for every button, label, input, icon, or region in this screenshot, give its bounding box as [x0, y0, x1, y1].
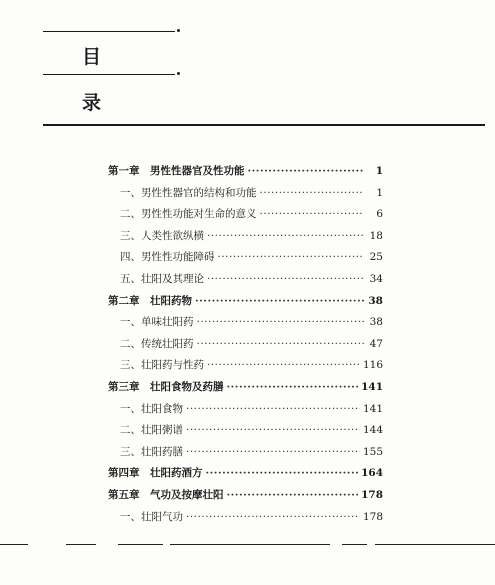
toc-entry-title: 二、壮阳粥谱 — [120, 424, 183, 437]
dot-leader — [197, 317, 365, 328]
toc-chapter-entry — [108, 155, 383, 177]
toc-entry-title: 第五章 气功及按摩壮阳 — [108, 489, 224, 501]
dot-leader — [186, 512, 360, 523]
dot-leader — [207, 231, 364, 242]
toc-entry-page: 38 — [368, 294, 383, 307]
toc-entry-page: 25 — [369, 251, 383, 264]
toc-chapter-entry — [108, 457, 383, 479]
toc-entry-page: 178 — [362, 510, 383, 523]
dot-leader — [248, 166, 365, 177]
middle-rule — [43, 74, 175, 75]
toc-section-entry — [108, 306, 383, 328]
dot-leader — [207, 360, 360, 371]
bottom-rule-segment — [118, 544, 163, 545]
toc-entry-page: 47 — [369, 337, 383, 350]
toc-chapter-entry — [108, 479, 383, 501]
dot-leader — [218, 252, 365, 263]
toc-chapter-entry — [108, 371, 383, 393]
toc-entry-title: 第一章 男性性器官及性功能 — [108, 165, 245, 178]
dot-leader — [197, 339, 365, 350]
toc-section-entry — [108, 393, 383, 415]
heading-lu: 录 — [82, 92, 102, 114]
toc-section-entry — [108, 501, 383, 523]
toc-entry-title: 五、壮阳及其理论 — [120, 273, 204, 286]
toc-entry-title: 一、壮阳食物 — [120, 402, 183, 415]
dot-leader — [186, 447, 360, 458]
heading-mu: 目 — [82, 46, 102, 68]
bottom-rule-segment — [342, 544, 367, 545]
dot-leader — [207, 274, 364, 285]
toc-entry-page: 155 — [362, 445, 383, 458]
toc-entry-page: 1 — [376, 186, 383, 199]
toc-section-entry — [108, 263, 383, 285]
toc-entry-title: 二、男性性功能对生命的意义 — [120, 208, 257, 221]
toc-section-entry — [108, 436, 383, 458]
toc-section-entry — [108, 241, 383, 263]
middle-rule-dot — [177, 72, 180, 75]
toc-entry-title: 第二章 壮阳药物 — [108, 294, 192, 307]
toc-entry-title: 一、单味壮阳药 — [120, 316, 194, 329]
toc-entry-page: 164 — [361, 467, 383, 480]
toc-section-entry — [108, 220, 383, 242]
table-of-contents — [108, 155, 383, 522]
toc-entry-page: 38 — [369, 316, 383, 329]
toc-entry-title: 一、壮阳气功 — [120, 510, 183, 523]
toc-entry-page: 178 — [361, 489, 383, 501]
toc-entry-title: 二、传统壮阳药 — [120, 337, 194, 350]
bottom-rule-segment — [170, 544, 330, 545]
bottom-rule-segment — [375, 544, 495, 545]
toc-entry-page: 141 — [361, 381, 383, 394]
toc-entry-title: 三、人类性欲纵横 — [120, 229, 204, 242]
toc-entry-page: 116 — [362, 359, 383, 372]
top-rule — [43, 31, 175, 32]
dot-leader — [260, 209, 365, 220]
dot-leader — [227, 382, 359, 393]
toc-section-entry — [108, 328, 383, 350]
dot-leader — [186, 404, 360, 415]
toc-section-entry — [108, 198, 383, 220]
toc-entry-title: 三、壮阳药膳 — [120, 445, 183, 458]
toc-chapter-entry — [108, 285, 383, 307]
toc-entry-title: 三、壮阳药与性药 — [120, 359, 204, 372]
toc-entry-page: 6 — [376, 208, 383, 221]
toc-entry-page: 18 — [369, 229, 383, 242]
dot-leader — [227, 490, 359, 501]
toc-section-entry — [108, 414, 383, 436]
toc-entry-page: 141 — [362, 402, 383, 415]
dot-leader — [206, 468, 359, 479]
toc-entry-title: 四、男性性功能障碍 — [120, 251, 215, 264]
toc-entry-title: 第四章 壮阳药酒方 — [108, 467, 203, 480]
top-rule-dot — [177, 29, 180, 32]
toc-section-entry — [108, 177, 383, 199]
toc-entry-title: 第三章 壮阳食物及药膳 — [108, 381, 224, 394]
toc-entry-page: 34 — [369, 273, 383, 286]
dot-leader — [186, 425, 360, 436]
toc-entry-page: 1 — [375, 165, 383, 178]
dot-leader — [260, 188, 365, 199]
bottom-rule-segment — [0, 544, 28, 545]
toc-entry-title: 一、男性性器官的结构和功能 — [120, 186, 257, 199]
dot-leader — [195, 296, 364, 307]
heading-underline — [43, 124, 485, 126]
toc-section-entry — [108, 349, 383, 371]
toc-entry-page: 144 — [362, 424, 383, 437]
bottom-rule-segment — [66, 544, 96, 545]
